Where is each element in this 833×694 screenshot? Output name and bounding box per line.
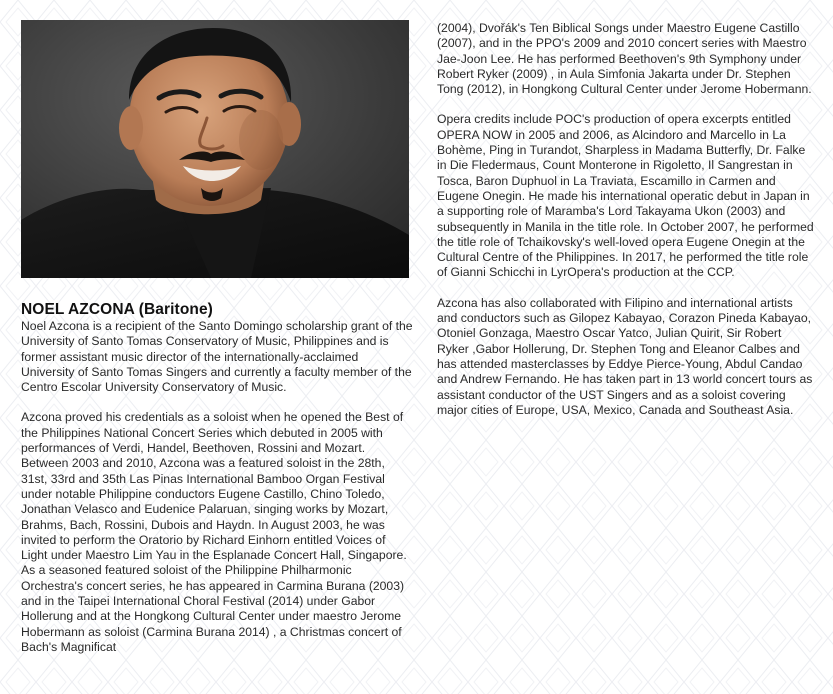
right-column (437, 21, 815, 433)
artist-photo (21, 20, 409, 278)
bio-paragraph-opera: Opera credits include POC's production of opera excerpts entitled OPERA NOW in 2005 and 2006, as Alcindoro and Marcello in La Bohème, Ping in Turandot, Sharpless in Madama Butterfly, Dr. Falke in Die Fledermaus, Count Monterone in Rigoletto, Il Sangrestan in Tosca, Baron Duphuol in La Traviata, Escamillo in Carmen and Eugene Onegin. He made his international operatic debut in Japan in a supporting role of Maramba's Lord Takayama Ukon (2003) and subsequently in Manila in the title role. In October 2007, he performed the title role of Tchaikovsky's well-loved opera Eugene Onegin at the Cultural Centre of the Philippines. In 2017, he performed the title role of Gianni Schicchi in LyrOpera's production at the CCP. (437, 112, 814, 280)
left-column (21, 300, 413, 670)
bio-paragraph-continued: (2004), Dvořák's Ten Biblical Songs under Maestro Eugene Castillo (2007), and in the PPO's 2009 and 2010 concert series with Maestro Jae-Joon Lee. He has performed Beethoven's 9th Symphony under Robert Ryker (2009) , in Aula Simfonia Jakarta under Dr. Stephen Tong (2012), in Hongkong Cultural Center under Jerome Hobermann. (437, 21, 812, 97)
bio-paragraph-collaborations: Azcona has also collaborated with Filipino and international artists and conductors such as Gilopez Kabayao, Corazon Pineda Kabayao, Otoniel Gonzaga, Maestro Oscar Yatco, Julian Quirit, Sir Robert Ryker ,Gabor Hollerung, Dr. Stephen Tong and Eleanor Calbes and has attended masterclasses by Eddye Pierce-Young, Abdul Candao and Andrew Fernando. He has taken part in 13 world concert tours as assistant conductor of the UST Singers and as a soloist covering major cities of Europe, USA, Mexico, Canada and Southeast Asia. (437, 295, 813, 417)
artist-name-heading: NOEL AZCONA (Baritone) (21, 301, 213, 318)
bio-paragraph-soloist: Azcona proved his credentials as a soloist when he opened the Best of the Philippines National Concert Series which debuted in 2005 with performances of Verdi, Handel, Beethoven, Rossini and Mozart. Between 2003 and 2010, Azcona was a featured soloist in the 28th, 31st, 33rd and 35th Las Pinas International Bamboo Organ Festival under notable Philippine conductors Eugene Castillo, Chino Toledo, Jonathan Velasco and Eudenice Palaruan, singing works by Mozart, Brahms, Bach, Rossini, Dubois and Haydn. In August 2003, he was invited to perform the Oratorio by Richard Einhorn entitled Voices of Light under Maestro Lim Yau in the Esplanade Concert Hall, Singapore. As a seasoned featured soloist of the Philippine Philharmonic Orchestra's concert series, he has appeared in Carmina Burana (2003) and in the Taipei International Choral Festival (2014) under Gabor Hollerung and at the Hongkong Cultural Center under maestro Jerome Hobermann as soloist (Carmina Burana 2014) , a Christmas concert of Bach's Magnificat (21, 410, 407, 654)
bio-paragraph-intro: Noel Azcona is a recipient of the Santo Domingo scholarship grant of the University of Santo Tomas Conservatory of Music, Philippines and is former assistant music director of the internationally-acclaimed University of Santo Tomas Singers and currently a faculty member of the Centro Escolar University Conservatory of Music. (21, 319, 413, 395)
